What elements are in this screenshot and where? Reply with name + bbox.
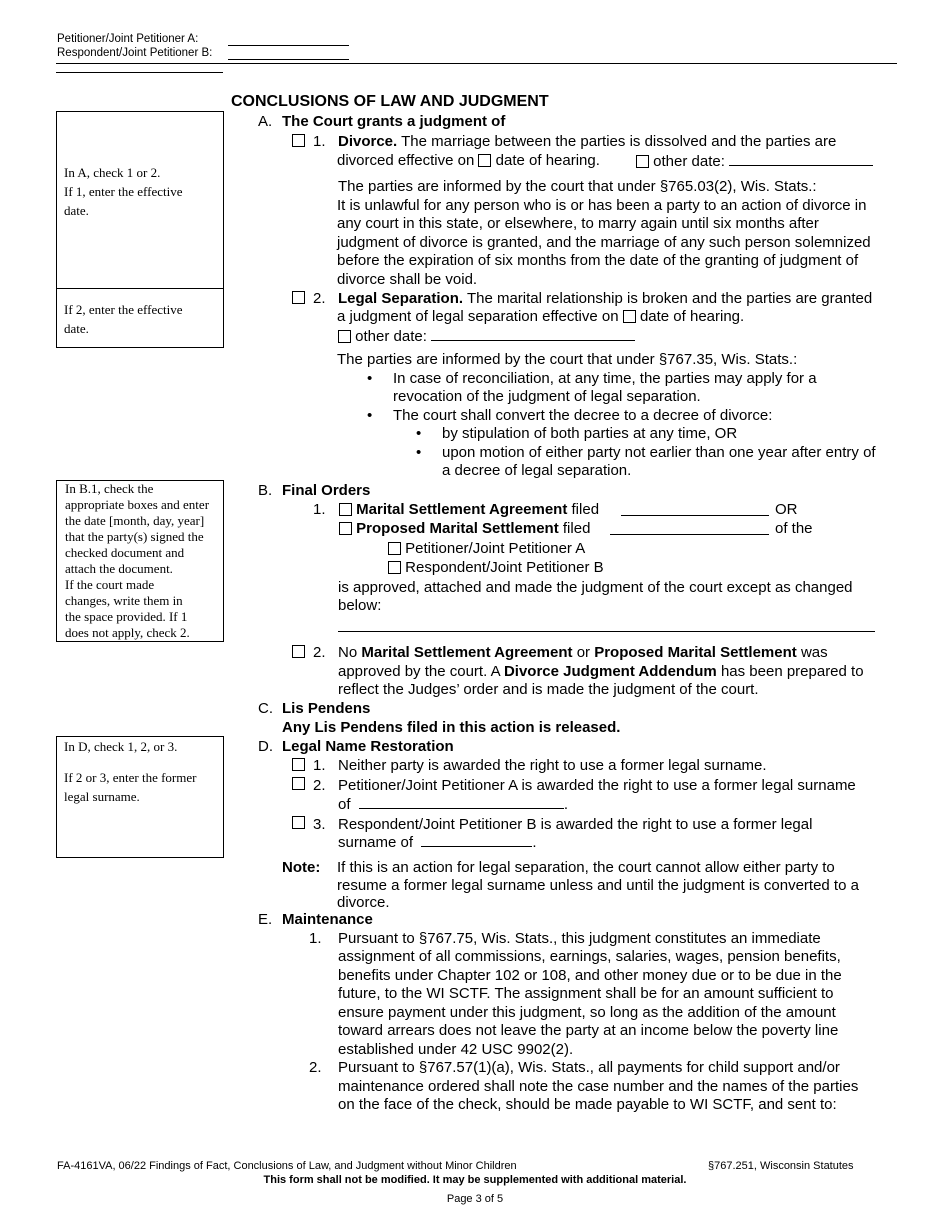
sidebar-text: does not apply, check 2. xyxy=(65,625,190,640)
resp-b-surname-field[interactable] xyxy=(421,833,532,847)
sidebar-text: checked document and xyxy=(65,545,185,560)
name-pet-a-surname: of . xyxy=(338,796,569,813)
item-number: 1. xyxy=(309,930,322,947)
legal-separation-checkbox[interactable] xyxy=(292,291,305,304)
separation-other-date: other date: xyxy=(338,326,635,346)
section-d-letter: D. xyxy=(258,738,273,755)
divorce-hearing-checkbox[interactable] xyxy=(478,154,491,167)
note-line: divorce. xyxy=(337,894,390,911)
no-msa-line3: reflect the Judges’ order and is made the judgment of the court. xyxy=(338,681,759,698)
of-the-label: of the xyxy=(775,520,813,537)
pet-a-option: Petitioner/Joint Petitioner A xyxy=(388,539,585,558)
msa-line: Marital Settlement Agreement filed xyxy=(339,500,599,519)
bullet-item: • The court shall convert the decree to a decree of divorce: xyxy=(393,406,772,425)
sub-bullet-item: • by stipulation of both parties at any time, OR xyxy=(442,424,737,443)
sub-bullet-item: • upon motion of either party not earlier than one year after entry of xyxy=(442,443,876,462)
sidebar-text: In B.1, check the xyxy=(65,481,154,496)
sidebar-text: In D, check 1, 2, or 3. xyxy=(64,739,178,754)
resp-b-checkbox[interactable] xyxy=(388,561,401,574)
sidebar-box-b xyxy=(56,480,224,642)
sidebar-text: attach the document. xyxy=(65,561,173,576)
no-msa-line1: No Marital Settlement Agreement or Proposed Marital Settlement was xyxy=(338,644,828,661)
maintenance-line: assignment of all commissions, earnings, salaries, wages, pension benefits, xyxy=(338,948,841,965)
sidebar-text: appropriate boxes and enter xyxy=(65,497,210,512)
or-label: OR xyxy=(775,501,798,518)
section-b-letter: B. xyxy=(258,482,273,499)
item-number: 3. xyxy=(313,816,326,833)
changes-field[interactable] xyxy=(338,631,875,632)
divorce-checkbox[interactable] xyxy=(292,134,305,147)
respondent-b-label: Respondent/Joint Petitioner B: xyxy=(57,47,213,59)
item-number: 1. xyxy=(313,757,326,774)
sidebar-text: the space provided. If 1 xyxy=(65,609,188,624)
divorce-other-date-field[interactable] xyxy=(729,151,873,166)
notice-line: before the expiration of six months from the date of the granting of judgment of xyxy=(337,252,859,269)
sidebar-text: that the party(s) signed the xyxy=(65,529,204,544)
item-number: 1. xyxy=(313,133,326,150)
pmsa-line: Proposed Marital Settlement filed xyxy=(339,519,590,538)
name-neither-checkbox[interactable] xyxy=(292,758,305,771)
sidebar-box-a xyxy=(56,111,224,348)
name-neither-text: Neither party is awarded the right to use a former legal surname. xyxy=(338,757,767,774)
legal-separation-line1: Legal Separation. The marital relationship is broken and the parties are granted xyxy=(338,290,873,307)
sidebar-b-lines xyxy=(65,481,223,641)
bullet-item-cont: revocation of the judgment of legal separation. xyxy=(393,388,701,405)
notice-line: divorce shall be void. xyxy=(337,271,478,288)
notice-line: The parties are informed by the court that under §767.35, Wis. Stats.: xyxy=(337,351,798,368)
name-resp-b-checkbox[interactable] xyxy=(292,816,305,829)
maintenance-line: on the face of the check, should be made payable to WI SCTF, and sent to: xyxy=(338,1096,837,1113)
sidebar-text: legal surname. xyxy=(64,789,140,804)
sidebar-box-d xyxy=(56,736,224,858)
msa-checkbox[interactable] xyxy=(339,503,352,516)
note-line: If this is an action for legal separation, the court cannot allow either party to xyxy=(337,859,835,876)
divorce-line2: divorced effective on date of hearing. xyxy=(337,152,600,169)
section-b-heading: Final Orders xyxy=(282,482,371,499)
notice-line: judgment of divorce is granted, and the marriage of any such person solemnized xyxy=(337,234,871,251)
name-resp-b-surname: surname of . xyxy=(338,834,537,851)
maintenance-line: Pursuant to §767.75, Wis. Stats., this judgment constitutes an immediate xyxy=(338,930,821,947)
notice-line: any court in this state, or elsewhere, to marry again until six months after xyxy=(337,215,819,232)
no-msa-checkbox[interactable] xyxy=(292,645,305,658)
lis-pendens-text: Any Lis Pendens filed in this action is released. xyxy=(282,719,621,736)
section-a-letter: A. xyxy=(258,113,273,130)
maintenance-line: Pursuant to §767.57(1)(a), Wis. Stats., all payments for child support and/or xyxy=(338,1059,840,1076)
section-a-heading: The Court grants a judgment of xyxy=(282,113,506,130)
section-e-heading: Maintenance xyxy=(282,911,373,928)
note-line: resume a former legal surname unless and until the judgment is converted to a xyxy=(337,877,859,894)
name-resp-b-text: Respondent/Joint Petitioner B is awarded the right to use a former legal xyxy=(338,816,813,833)
approved-line: is approved, attached and made the judgment of the court except as changed xyxy=(338,579,853,596)
item-number: 2. xyxy=(309,1059,322,1076)
divorce-other-date: other date: xyxy=(636,151,873,171)
approved-line: below: xyxy=(338,597,382,614)
section-d-heading: Legal Name Restoration xyxy=(282,738,454,755)
pet-a-surname-field[interactable] xyxy=(359,795,564,809)
item-number: 2. xyxy=(313,777,326,794)
bullet-item: • In case of reconciliation, at any time, the parties may apply for a xyxy=(393,369,817,388)
sidebar-text: date. xyxy=(64,321,89,336)
name-pet-a-text: Petitioner/Joint Petitioner A is awarded the right to use a former legal surname xyxy=(338,777,856,794)
legal-separation-line2: a judgment of legal separation effective on date of hearing. xyxy=(337,308,745,325)
sidebar-text: If 1, enter the effective xyxy=(64,184,183,199)
footer-notice: This form shall not be modified. It may be supplemented with additional material. xyxy=(263,1174,687,1186)
msa-date-field[interactable] xyxy=(621,502,769,516)
maintenance-line: future, to the WI SCTF. The assignment shall be for an amount sufficient to xyxy=(338,985,834,1002)
case-number-rule xyxy=(56,72,223,73)
page-title: CONCLUSIONS OF LAW AND JUDGMENT xyxy=(231,93,549,110)
petitioner-a-label: Petitioner/Joint Petitioner A: xyxy=(57,33,199,45)
separation-hearing-checkbox[interactable] xyxy=(623,310,636,323)
pmsa-checkbox[interactable] xyxy=(339,522,352,535)
resp-b-option: Respondent/Joint Petitioner B xyxy=(388,558,604,577)
pet-a-checkbox[interactable] xyxy=(388,542,401,555)
sidebar-text: In A, check 1 or 2. xyxy=(64,165,161,180)
maintenance-line: ensure payment under this judgment, so long as the addition of the amount xyxy=(338,1004,836,1021)
sidebar-text: date. xyxy=(64,203,89,218)
maintenance-line: toward arrears does not leave the party at an income below the poverty line xyxy=(338,1022,839,1039)
separation-other-date-field[interactable] xyxy=(431,326,635,341)
item-number: 2. xyxy=(313,644,326,661)
section-e-letter: E. xyxy=(258,911,273,928)
maintenance-line: established under 42 USC 9902(2). xyxy=(338,1041,574,1058)
item-number: 2. xyxy=(313,290,326,307)
item-number: 1. xyxy=(313,501,326,518)
name-pet-a-checkbox[interactable] xyxy=(292,777,305,790)
maintenance-line: maintenance ordered shall note the case number and the names of the parties xyxy=(338,1078,859,1095)
sidebar-text: changes, write them in xyxy=(65,593,183,608)
section-c-heading: Lis Pendens xyxy=(282,700,371,717)
sidebar-text: the date [month, day, year] xyxy=(65,513,205,528)
divorce-other-date-checkbox[interactable] xyxy=(636,155,649,168)
divorce-line1: Divorce. The marriage between the parties is dissolved and the parties are xyxy=(338,133,837,150)
note-label: Note: xyxy=(282,859,321,876)
footer-form-id: FA-4161VA, 06/22 Findings of Fact, Conclusions of Law, and Judgment without Minor Children xyxy=(57,1160,517,1172)
sidebar-divider xyxy=(57,288,223,289)
no-msa-line2: approved by the court. A Divorce Judgment Addendum has been prepared to xyxy=(338,663,864,680)
sidebar-text: If 2 or 3, enter the former xyxy=(64,770,197,785)
sidebar-text: If the court made xyxy=(65,577,155,592)
notice-line: The parties are informed by the court that under §765.03(2), Wis. Stats.: xyxy=(338,178,817,195)
maintenance-line: benefits under Chapter 102 or 108, and other money due or to be due in the xyxy=(338,967,842,984)
sidebar-text: If 2, enter the effective xyxy=(64,302,183,317)
petitioner-a-field[interactable] xyxy=(228,33,349,46)
footer-statute: §767.251, Wisconsin Statutes xyxy=(708,1160,854,1172)
section-c-letter: C. xyxy=(258,700,273,717)
respondent-b-field[interactable] xyxy=(228,47,349,60)
notice-line: It is unlawful for any person who is or has been a party to an action of divorce in xyxy=(337,197,867,214)
pmsa-date-field[interactable] xyxy=(610,521,769,535)
separation-other-date-checkbox[interactable] xyxy=(338,330,351,343)
page-number: Page 3 of 5 xyxy=(446,1193,504,1205)
sub-bullet-item-cont: a decree of legal separation. xyxy=(442,462,632,479)
header-rule xyxy=(56,63,897,64)
